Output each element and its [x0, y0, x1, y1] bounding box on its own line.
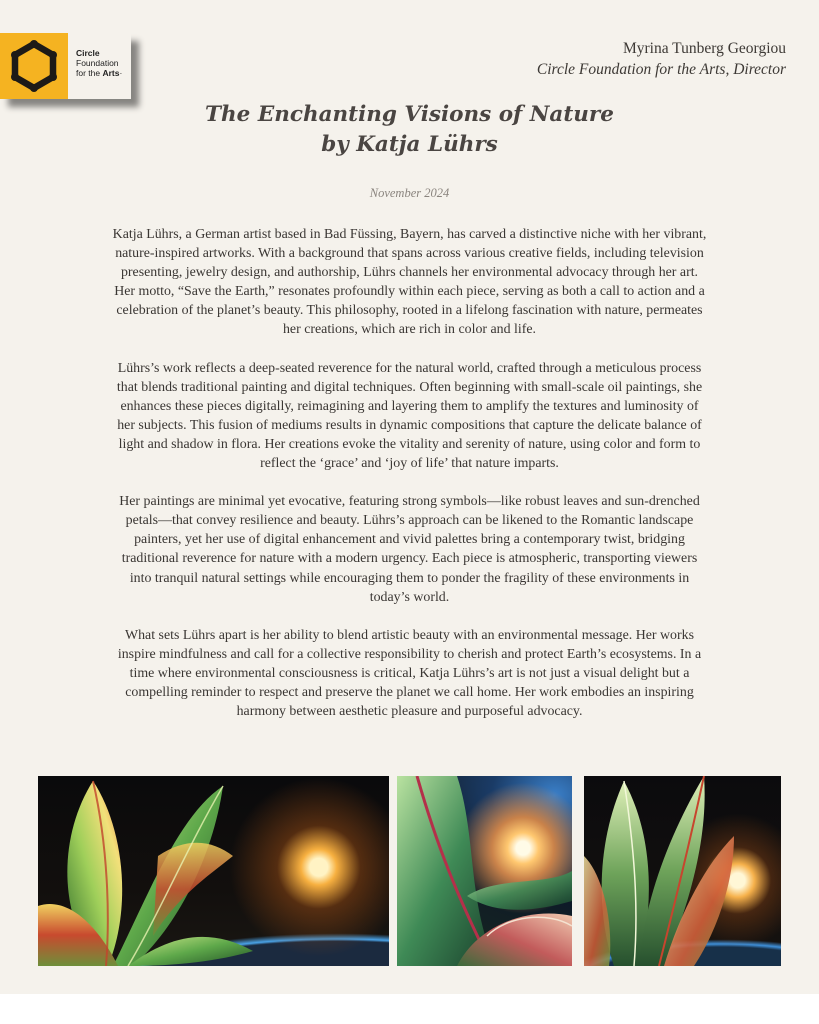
author-name: Myrina Tunberg Georgiou: [622, 40, 786, 57]
foundation-logo[interactable]: [0, 33, 131, 99]
paragraph-1: Katja Lührs, a German artist based in Bad Füssing, Bayern, has carved a distinctive niche with her vibrant, nature-inspired artworks. With a background that spans across various creative fields, including television presenting, jewelry design, and authorship, Lührs channels her environmental advocacy through her art. Her motto, “Save the Earth,” resonates profoundly within each piece, serving as both a call to action and a celebration of the planet’s beauty. This philosophy, rooted in a lifelong fascination with nature, permeates her creations, which are rich in color and life.: [112, 227, 707, 338]
paragraph-3: Her paintings are minimal yet evocative, featuring strong symbols—like robust leaves and sun-drenched petals—that convey resilience and beauty. Lührs’s approach can be likened to the Romantic landscape painters, yet her use of digital enhancement and vivid palettes bring a contemporary twist, bridging traditional reverence for nature with a modern urgency. Each piece is atmospheric, transporting viewers into tranquil natural settings while encouraging them to ponder the fragility of these environments in today’s world.: [119, 494, 700, 605]
logo-wordmark: [68, 33, 122, 99]
hexagon-ring-icon: [0, 33, 68, 99]
paragraph-4: What sets Lührs apart is her ability to blend artistic beauty with an environmental message. Her works inspire mindfulness and call for a collective responsibility to cherish and protect Earth’s ecosystems. In a time where environmental consciousness is critical, Katja Lührs’s art is not just a visual delight but a compelling reminder to respect and preserve the planet we call home. Her work embodies an inspiring harmony between aesthetic pleasure and purposeful advocacy.: [117, 627, 702, 720]
paragraph-2: Lührs’s work reflects a deep-seated reverence for the natural world, crafted through a meticulous process that blends traditional painting and digital techniques. Often beginning with small-scale oil paintings, she enhances these pieces digitally, reimagining and layering them to amplify the textures and luminosity of her subjects. This fusion of mediums results in dynamic compositions that capture the delicate balance of light and shadow in flora. Her creations evoke the vitality and serenity of nature, using color and form to reflect the ‘grace’ and ‘joy of life’ that nature imparts.: [116, 360, 703, 472]
logo-line-3: for the Arts·: [76, 68, 123, 78]
title-line-2: by Katja Lührs: [321, 132, 498, 157]
logo-line-1: Circle: [76, 48, 100, 58]
artwork-image-1: [38, 776, 389, 966]
article-title: [0, 100, 819, 160]
artwork-image-3: [584, 776, 781, 966]
artwork-image-2: [397, 776, 572, 966]
article-body: [112, 225, 707, 740]
author-role: Circle Foundation for the Arts, Director: [536, 61, 786, 78]
logo-line-2: Foundation: [76, 58, 119, 68]
author-byline: [537, 38, 786, 80]
title-line-1: The Enchanting Visions of Nature: [205, 102, 614, 127]
article-date: November 2024: [369, 186, 450, 200]
